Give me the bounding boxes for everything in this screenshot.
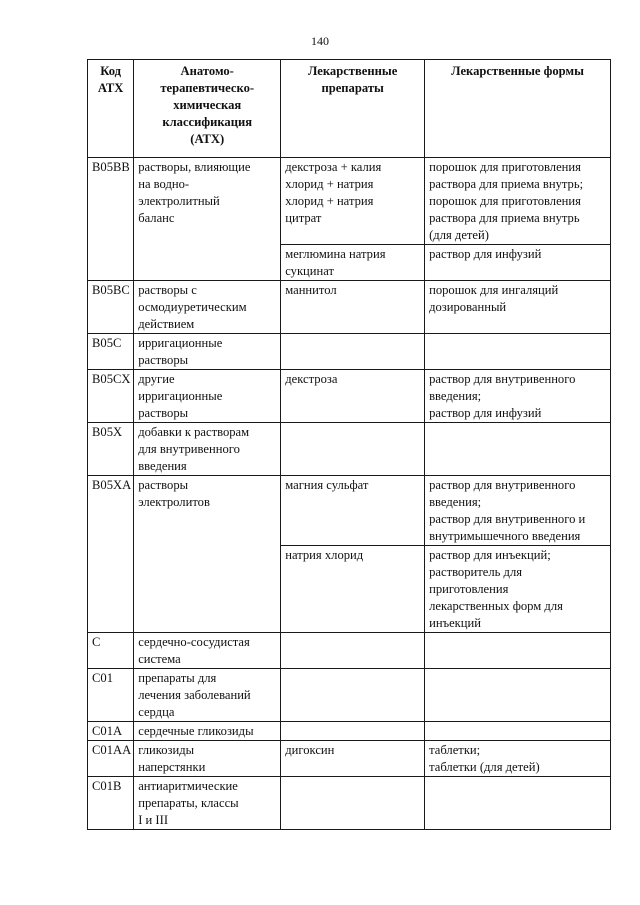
preparation-cell: декстроза + калия хлорид + натрия хлорид + натрия цитрат <box>281 158 425 245</box>
header-forms: Лекарственные формы <box>425 60 611 158</box>
dosage-forms-cell <box>425 722 611 741</box>
classification-cell: гликозиды наперстянки <box>134 741 281 777</box>
dosage-forms-cell: порошок для приготовления раствора для приема внутрь; порошок для приготовления раствора для приема внутрь (для детей) <box>425 158 611 245</box>
dosage-forms-cell <box>425 334 611 370</box>
classification-cell: растворы, влияющие на водно- электролитный баланс <box>134 158 281 281</box>
table-row <box>88 158 611 245</box>
atx-code-cell: C01AA <box>88 741 134 777</box>
preparation-cell: декстроза <box>281 370 425 423</box>
atx-table <box>87 59 611 830</box>
table-row <box>88 633 611 669</box>
preparation-cell: магния сульфат <box>281 476 425 546</box>
preparation-cell: маннитол <box>281 281 425 334</box>
table-body <box>88 158 611 830</box>
classification-cell: препараты для лечения заболеваний сердца <box>134 669 281 722</box>
table-row <box>88 334 611 370</box>
preparation-cell <box>281 722 425 741</box>
table-row <box>88 669 611 722</box>
header-preparations: Лекарственные препараты <box>281 60 425 158</box>
header-code: Код АТХ <box>88 60 134 158</box>
atx-code-cell: B05BC <box>88 281 134 334</box>
page-number: 140 <box>311 34 329 48</box>
dosage-forms-cell <box>425 423 611 476</box>
classification-cell: растворы электролитов <box>134 476 281 633</box>
table-row <box>88 741 611 777</box>
header-classification: Анатомо- терапевтическо- химическая классификация (АТХ) <box>134 60 281 158</box>
table-row <box>88 370 611 423</box>
preparation-cell <box>281 669 425 722</box>
atx-code-cell: B05C <box>88 334 134 370</box>
atx-code-cell: B05XA <box>88 476 134 633</box>
classification-cell: растворы с осмодиуретическим действием <box>134 281 281 334</box>
dosage-forms-cell: таблетки; таблетки (для детей) <box>425 741 611 777</box>
table-row <box>88 476 611 546</box>
preparation-cell <box>281 334 425 370</box>
dosage-forms-cell: раствор для инъекций; растворитель для приготовления лекарственных форм для инъекций <box>425 546 611 633</box>
classification-cell: добавки к растворам для внутривенного введения <box>134 423 281 476</box>
table-row <box>88 281 611 334</box>
preparation-cell: натрия хлорид <box>281 546 425 633</box>
preparation-cell <box>281 777 425 830</box>
atx-code-cell: C01A <box>88 722 134 741</box>
table-row <box>88 423 611 476</box>
classification-cell: другие ирригационные растворы <box>134 370 281 423</box>
dosage-forms-cell: раствор для внутривенного введения; раствор для внутривенного и внутримышечного введения <box>425 476 611 546</box>
atx-code-cell: B05X <box>88 423 134 476</box>
preparation-cell: дигоксин <box>281 741 425 777</box>
dosage-forms-cell <box>425 669 611 722</box>
table-header-row <box>88 60 611 158</box>
atx-code-cell: C <box>88 633 134 669</box>
preparation-cell: меглюмина натрия сукцинат <box>281 245 425 281</box>
preparation-cell <box>281 423 425 476</box>
classification-cell: антиаритмические препараты, классы I и III <box>134 777 281 830</box>
dosage-forms-cell: раствор для инфузий <box>425 245 611 281</box>
atx-code-cell: B05CX <box>88 370 134 423</box>
dosage-forms-cell: раствор для внутривенного введения; раствор для инфузий <box>425 370 611 423</box>
table-row <box>88 777 611 830</box>
classification-cell: ирригационные растворы <box>134 334 281 370</box>
atx-code-cell: C01 <box>88 669 134 722</box>
atx-code-cell: B05BB <box>88 158 134 281</box>
atx-code-cell: C01B <box>88 777 134 830</box>
dosage-forms-cell: порошок для ингаляций дозированный <box>425 281 611 334</box>
classification-cell: сердечно-сосудистая система <box>134 633 281 669</box>
dosage-forms-cell <box>425 777 611 830</box>
preparation-cell <box>281 633 425 669</box>
classification-cell: сердечные гликозиды <box>134 722 281 741</box>
table-row <box>88 722 611 741</box>
dosage-forms-cell <box>425 633 611 669</box>
